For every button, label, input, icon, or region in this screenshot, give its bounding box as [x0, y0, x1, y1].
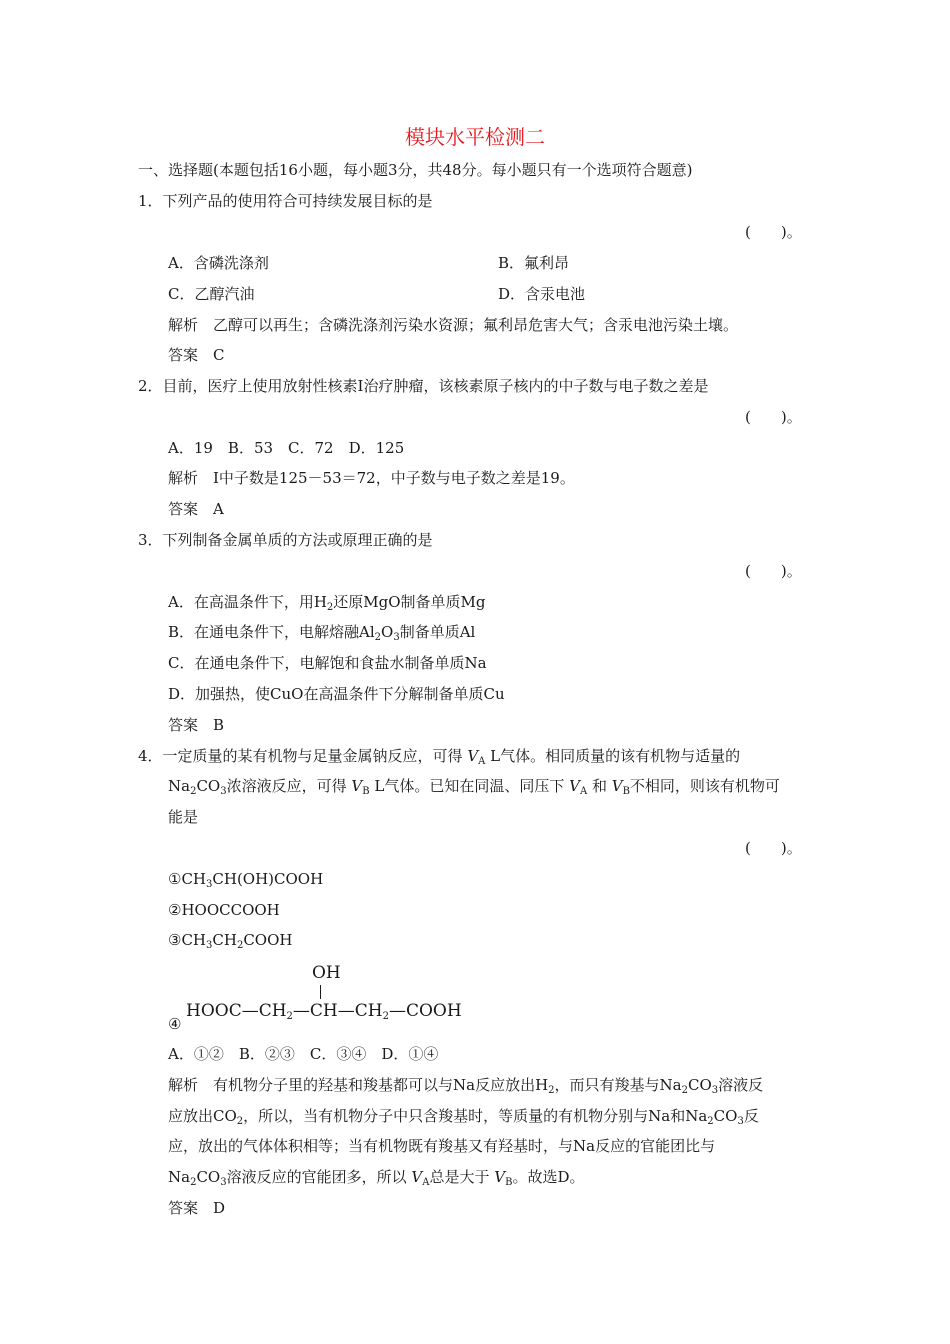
- q2-answer: 答案 A: [168, 500, 224, 518]
- subscript: 2: [707, 1116, 714, 1127]
- subscript: 2: [382, 1011, 389, 1022]
- subscript: 2: [286, 1011, 293, 1022]
- analysis-text: CO: [713, 1107, 738, 1125]
- q1-option-d: D．含汞电池: [498, 285, 586, 303]
- q4-analysis-line3: 应，放出的气体体积相等；当有机物既有羧基又有羟基时，与Na反应的官能团比与: [168, 1137, 716, 1155]
- subscript: 2: [190, 1177, 197, 1188]
- q1-option-b: B．氟利昂: [498, 254, 570, 272]
- q2-options: A．19 B．53 C．72 D．125: [168, 439, 405, 457]
- q4-text-end: L气体。相同质量的该有机物与适量的: [485, 747, 741, 765]
- analysis-text: CO: [196, 1168, 221, 1186]
- subscript: B: [362, 786, 370, 797]
- subscript: 3: [206, 879, 213, 890]
- analysis-text: Na: [168, 1168, 191, 1186]
- subscript: A: [422, 1177, 430, 1188]
- q4-analysis-line2: [168, 1106, 759, 1126]
- formula-part: —COOH: [388, 1001, 462, 1021]
- q4-co: CO: [196, 777, 221, 795]
- q4-text: L气体。已知在同温、同压下: [369, 777, 570, 795]
- q3-option-b: [168, 622, 475, 642]
- q2-answer-bracket: ( )。: [745, 408, 802, 426]
- subscript: B: [622, 786, 630, 797]
- analysis-text: 解析 有机物分子里的羟基和羧基都可以与Na反应放出H: [168, 1076, 549, 1094]
- subscript: 3: [711, 1085, 719, 1096]
- subscript: 2: [326, 602, 334, 613]
- subscript: 3: [220, 1177, 227, 1188]
- var-v: V: [467, 747, 479, 765]
- formula-part: HOOC—CH: [186, 1001, 287, 1021]
- subscript: A: [478, 756, 486, 767]
- q1-option-c: C．乙醇汽油: [168, 285, 255, 303]
- subscript: 2: [236, 940, 244, 951]
- q4-analysis-line1: [168, 1075, 763, 1095]
- subscript: 3: [393, 632, 400, 643]
- subscript: A: [579, 786, 588, 797]
- analysis-text: CO: [687, 1076, 712, 1094]
- q4-choice-1: [168, 869, 323, 889]
- q1-answer-bracket: ( )。: [745, 223, 802, 241]
- q4-c3-ch: CH: [212, 931, 237, 949]
- q4-text: 和: [587, 777, 612, 795]
- q1-answer: 答案 C: [168, 346, 225, 364]
- subscript: 3: [206, 940, 213, 951]
- analysis-text: 总是大于: [429, 1168, 495, 1186]
- q4-answer: 答案 D: [168, 1199, 226, 1217]
- page-title: 模块水平检测二: [405, 125, 545, 149]
- q4-c3-text: ③CH: [168, 931, 207, 949]
- subscript: 3: [220, 786, 227, 797]
- formula-part: —CH—CH: [292, 1001, 383, 1021]
- q4-stem-line2: [168, 776, 780, 796]
- q3-b-text-end: 制备单质Al: [399, 623, 476, 641]
- subscript: 2: [548, 1085, 555, 1096]
- var-v: V: [611, 777, 623, 795]
- subscript: 2: [236, 1116, 244, 1127]
- analysis-text: 溶液反: [718, 1076, 764, 1094]
- q3-answer: 答案 B: [168, 716, 225, 734]
- q4-options: A．①② B．②③ C．③④ D．①④: [168, 1045, 439, 1063]
- analysis-text: 应放出CO: [168, 1107, 237, 1125]
- section-header: 一、选择题(本题包括16小题，每小题3分，共48分。每小题只有一个选项符合题意): [138, 161, 693, 179]
- q4-stem-line3: 能是: [168, 808, 199, 826]
- q3-answer-bracket: ( )。: [745, 562, 802, 580]
- structural-formula-oh: OH: [312, 963, 341, 983]
- q3-option-a: [168, 592, 486, 612]
- q3-b-o: O: [381, 623, 394, 641]
- analysis-text: ，而只有羧基与Na: [554, 1076, 682, 1094]
- q1-analysis: 解析 乙醇可以再生；含磷洗涤剂污染水资源；氟利昂危害大气；含汞电池污染土壤。: [168, 316, 739, 334]
- analysis-text: ，所以，当有机物分子中只含羧基时，等质量的有机物分别与Na和Na: [243, 1107, 708, 1125]
- subscript: 2: [190, 786, 197, 797]
- q1-stem: 1．下列产品的使用符合可持续发展目标的是: [138, 192, 433, 210]
- q4-na: Na: [168, 777, 191, 795]
- var-v: V: [411, 1168, 423, 1186]
- subscript: 2: [681, 1085, 688, 1096]
- q4-analysis-line4: [168, 1167, 584, 1187]
- q3-stem: 3．下列制备金属单质的方法或原理正确的是: [138, 531, 433, 549]
- var-v: V: [494, 1168, 506, 1186]
- q3-option-d: D．加强热，使CuO在高温条件下分解制备单质Cu: [168, 685, 505, 703]
- q4-choice-3: [168, 930, 292, 950]
- q4-text: 4．一定质量的某有机物与足量金属钠反应，可得: [138, 747, 468, 765]
- q4-choice-4-number: ④: [168, 1015, 182, 1033]
- q3-b-text: B．在通电条件下，电解熔融Al: [168, 623, 375, 641]
- var-v: V: [351, 777, 363, 795]
- q1-option-a: A．含磷洗涤剂: [168, 254, 269, 272]
- q4-text-end: 不相同，则该有机物可: [629, 777, 780, 795]
- q4-c1-text: ①CH: [168, 870, 207, 888]
- q4-text: 浓溶液反应，可得: [226, 777, 352, 795]
- structural-formula: [186, 1001, 462, 1021]
- analysis-text: 。故选D。: [512, 1168, 585, 1186]
- structural-formula-bond: [320, 985, 321, 999]
- q2-stem: 2．目前，医疗上使用放射性核素I治疗肿瘤，该核素原子核内的中子数与电子数之差是: [138, 377, 709, 395]
- q2-analysis: 解析 I中子数是125－53＝72，中子数与电子数之差是19。: [168, 469, 575, 487]
- q4-answer-bracket: ( )。: [745, 839, 802, 857]
- subscript: 2: [374, 632, 382, 643]
- q4-choice-2: ②HOOCCOOH: [168, 901, 280, 919]
- q4-c1-text-end: CH(OH)COOH: [212, 870, 324, 888]
- subscript: B: [505, 1177, 513, 1188]
- q4-c3-text-end: COOH: [243, 931, 293, 949]
- subscript: 3: [737, 1116, 744, 1127]
- var-v: V: [569, 777, 580, 795]
- q3-a-text-end: 还原MgO制备单质Mg: [333, 593, 486, 611]
- q3-a-text: A．在高温条件下，用H: [168, 593, 327, 611]
- q4-stem-line1: [138, 746, 740, 766]
- analysis-text: 溶液反应的官能团多，所以: [226, 1168, 412, 1186]
- q3-option-c: C．在通电条件下，电解饱和食盐水制备单质Na: [168, 654, 487, 672]
- analysis-text: 反: [743, 1107, 759, 1125]
